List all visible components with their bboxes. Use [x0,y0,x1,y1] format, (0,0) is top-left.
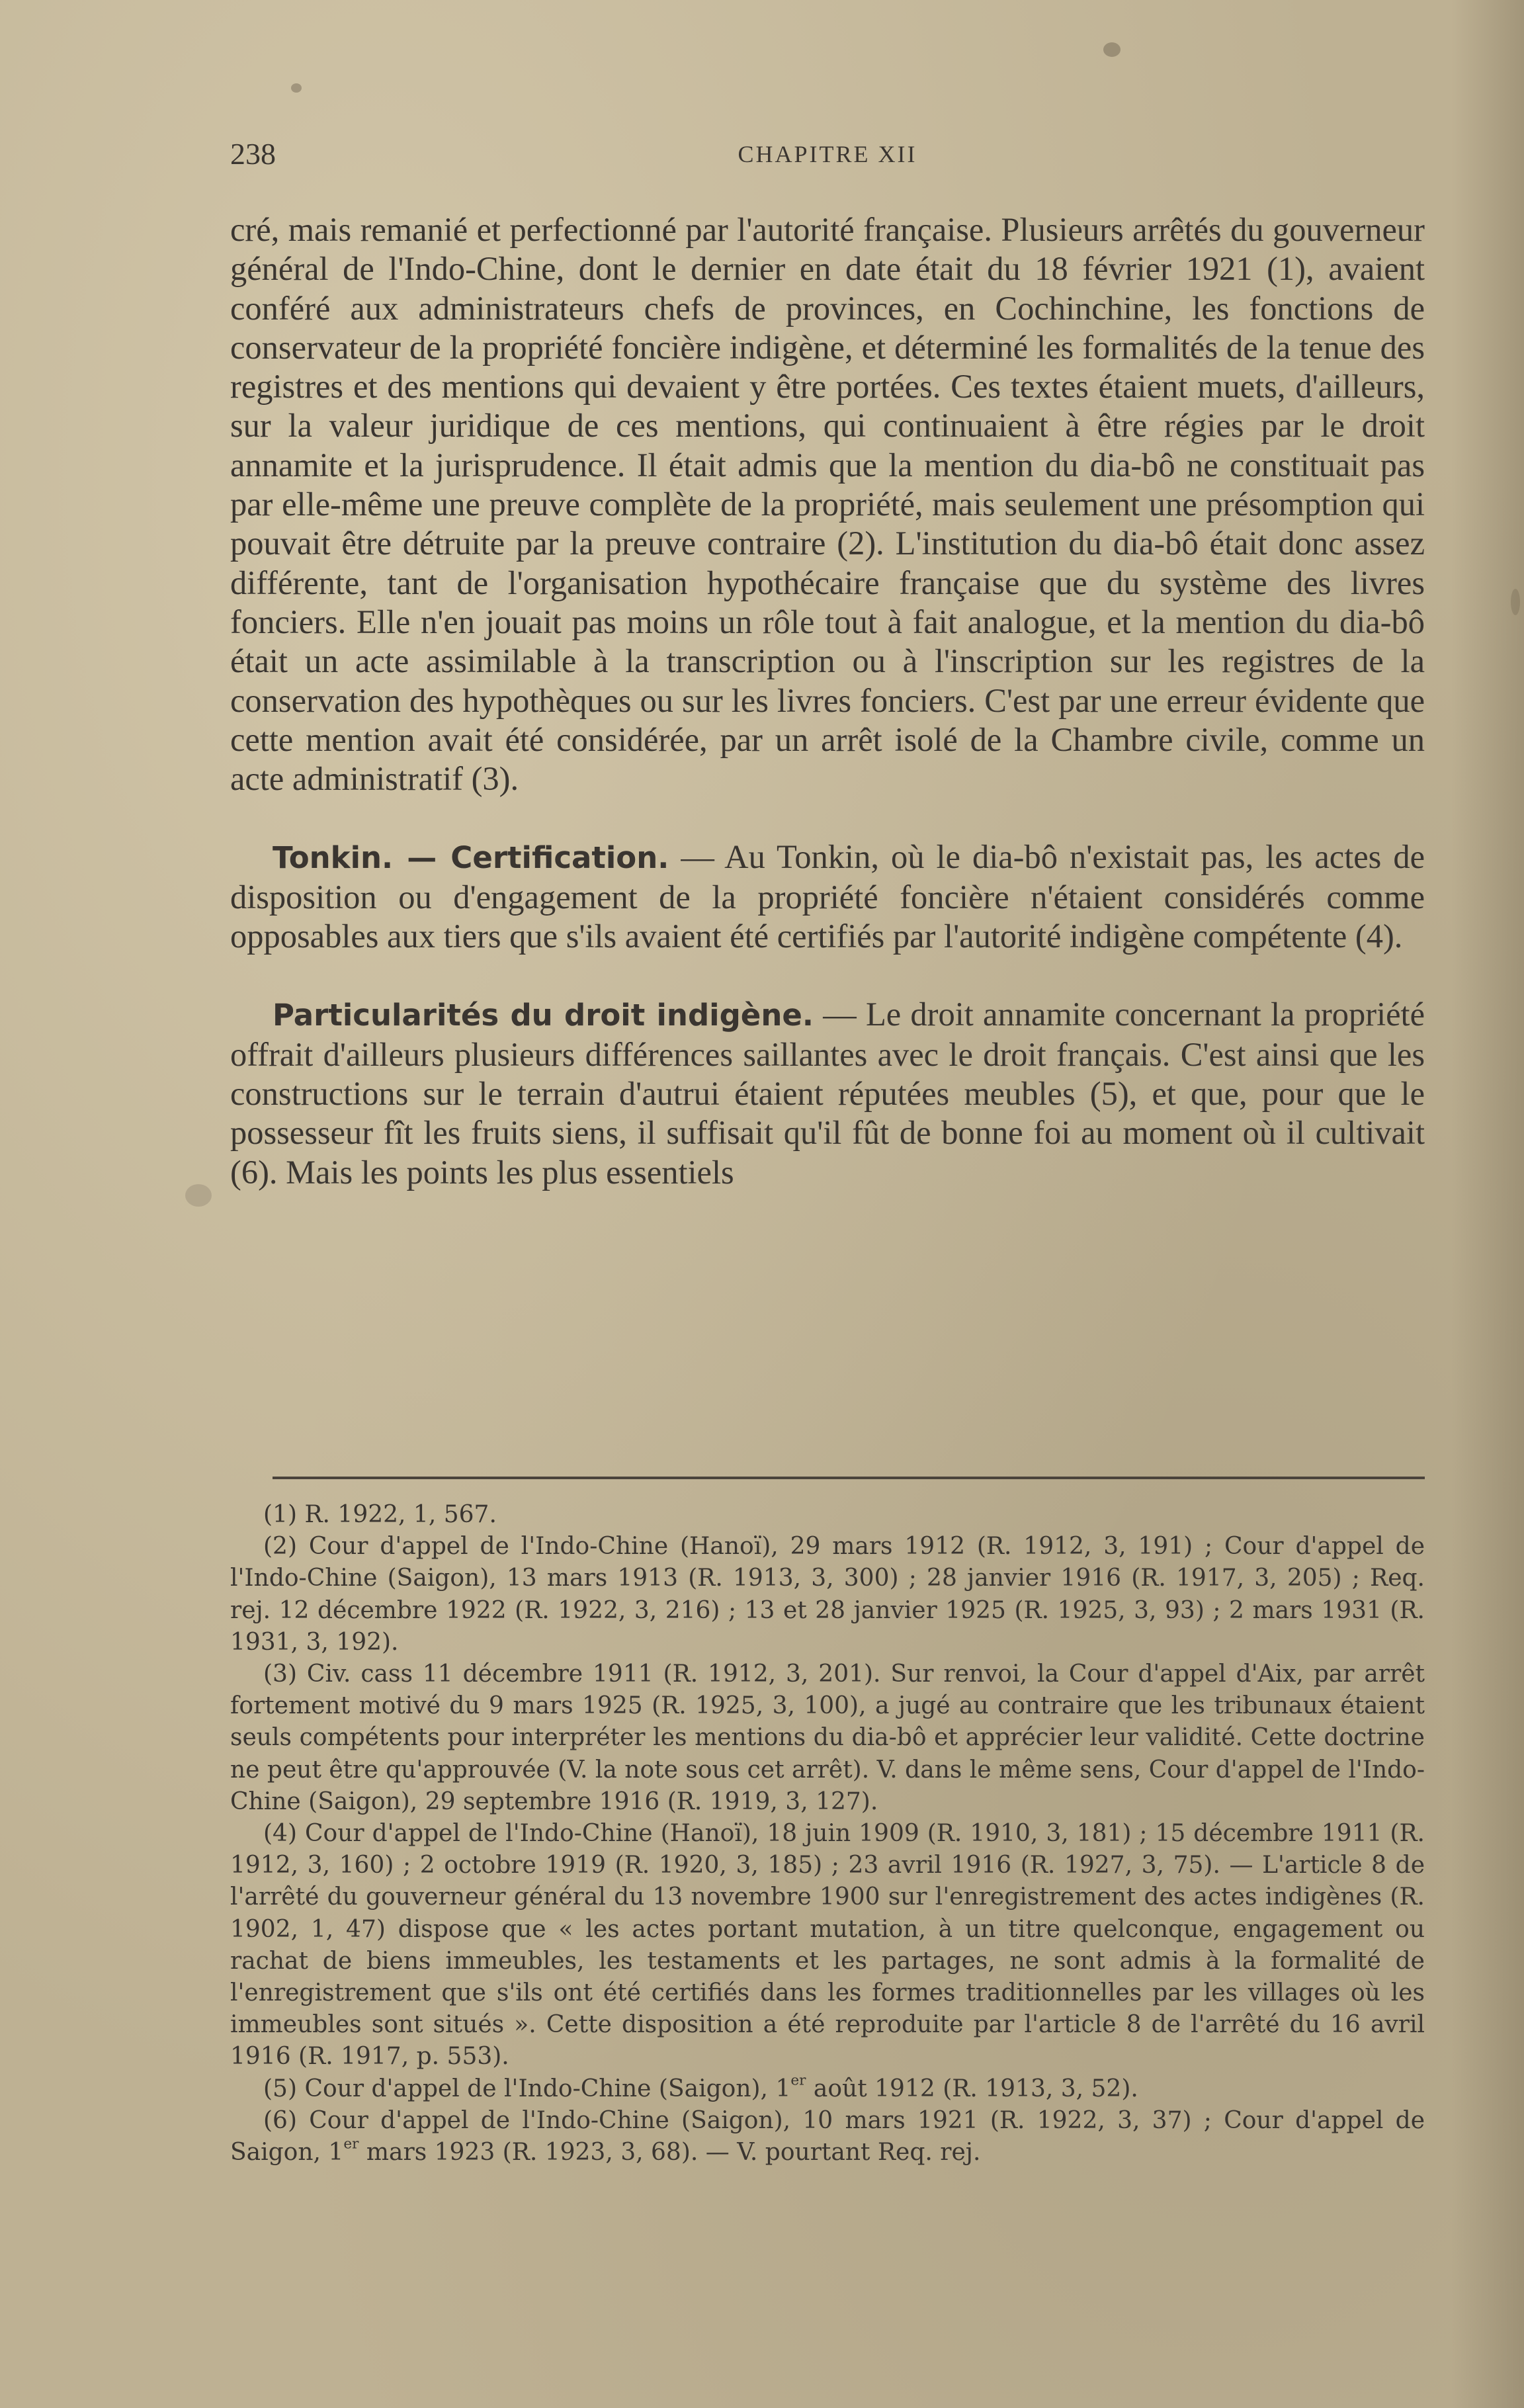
page-edge-shadow [1451,0,1524,2408]
footnote-text: août 1912 (R. 1913, 3, 52). [806,2075,1138,2102]
footnote-text: mars 1923 (R. 1923, 3, 68). — V. pourtant Req. rej. [359,2139,981,2167]
paragraph-text: — Au Tonkin, où le dia-bô n'existait pas, les actes de disposition ou d'engagement de la propriété foncière n'étaient considérés comme opposables aux tiers que s'ils avaient été certifiés par l'autorité indigène compétente (4). [230,838,1425,955]
footnote-text: (5) Cour d'appel de l'Indo-Chine (Saigon), 1 [263,2075,791,2102]
superscript: er [790,2072,806,2089]
paper-speck [1103,42,1121,57]
footnote: (1) R. 1922, 1, 567. [263,1501,497,1528]
superscript: er [343,2135,359,2153]
footnote-text: (6) Cour d'appel de l'Indo-Chine (Saigon), 10 mars 1921 (R. 1922, 3, 37) ; Cour d'appel de Saigon, 1 [230,2106,1425,2167]
footnote: (4) Cour d'appel de l'Indo-Chine (Hanoï), 18 juin 1909 (R. 1910, 3, 181) ; 15 décembre 1911 (R. 1912, 3, 160) ; 2 octobre 1919 (R. 1920, 3, 185) ; 23 avril 1916 (R. 1927, 3, 75). — L'article 8 de l'arrêté du gouverneur général du 13 novembre 1900 sur l'enregistrement des actes indigènes (R. 1902, 1, 47) dispose que « les actes portant mutation, à un titre quelconque, engagement ou rachat de biens immeubles, les testaments et les partages, ne sont admis à la formalité de l'enregistrement que s'ils ont été certifiés dans les formes traditionnelles par les villages où les immeubles sont situés ». Cette disposition a été reproduite par l'article 8 de l'arrêté du 16 avril 1916 (R. 1917, p. 553). [230,1820,1425,2071]
footnote: (3) Civ. cass 11 décembre 1911 (R. 1912, 3, 201). Sur renvoi, la Cour d'appel d'Aix, par arrêt fortement motivé du 9 mars 1925 (R. 1925, 3, 100), a jugé au contraire que les tribunaux étaient seuls compétents pour interpréter les mentions du dia-bô et apprécier leur validité. Cette doctrine ne peut être qu'approuvée (V. la note sous cet arrêt). V. dans le même sens, Cour d'appel de l'Indo-Chine (Saigon), 29 septembre 1916 (R. 1919, 3, 127). [230,1660,1425,1815]
page-header [230,136,1425,176]
paper-speck [1511,589,1520,615]
footnotes [230,1499,1425,2169]
section-heading: Tonkin. — Certification. [273,840,669,876]
main-text [230,210,1425,1192]
page-number: 238 [230,137,276,171]
footnote-divider [273,1477,1425,1479]
running-head: CHAPITRE XII [738,141,917,167]
footnote [230,2073,1425,2105]
paragraph-text: — Le droit annamite concernant la propriété offrait d'ailleurs plusieurs différences saillantes avec le droit français. C'est ainsi que les constructions sur le terrain d'autrui étaient réputées meubles (5), et que, pour que le possesseur fît les fruits siens, il suffisait qu'il fût de bonne foi au moment où il cultivait (6). Mais les points les plus essentiels [230,996,1425,1191]
paragraph [230,995,1425,1191]
paper-speck [291,83,302,93]
paragraph: cré, mais remanié et perfectionné par l'autorité française. Plusieurs arrêtés du gouverneur général de l'Indo-Chine, dont le dernier en date était du 18 février 1921 (1), avaient conféré aux administrateurs chefs de provinces, en Cochinchine, les fonctions de conservateur de la propriété foncière indigène, et déterminé les formalités de la tenue des registres et des mentions qui devaient y être portées. Ces textes étaient muets, d'ailleurs, sur la valeur juridique de ces mentions, qui continuaient à être régies par le droit annamite et la jurisprudence. Il était admis que la mention du dia-bô ne constituait pas par elle-même une preuve complète de la propriété, mais seulement une présomption qui pouvait être détruite par la preuve contraire (2). L'institution du dia-bô était donc assez différente, tant de l'organisation hypothécaire française que du système des livres fonciers. Elle n'en jouait pas moins un rôle tout à fait analogue, et la mention du dia-bô était un acte assimilable à la transcription ou à l'inscription sur les registres de la conservation des hypothèques ou sur les livres fonciers. C'est par une erreur évidente que cette mention avait été considérée, par un arrêt isolé de la Chambre civile, comme un acte administratif (3). [230,211,1425,798]
footnote: (2) Cour d'appel de l'Indo-Chine (Hanoï), 29 mars 1912 (R. 1912, 3, 191) ; Cour d'appel de l'Indo-Chine (Saigon), 13 mars 1913 (R. 1913, 3, 300) ; 28 janvier 1916 (R. 1917, 3, 205) ; Req. rej. 12 décembre 1922 (R. 1922, 3, 216) ; 13 et 28 janvier 1925 (R. 1925, 3, 93) ; 2 mars 1931 (R. 1931, 3, 192). [230,1533,1425,1656]
footnote [230,2105,1425,2169]
paragraph [230,838,1425,956]
paper-speck [185,1184,212,1207]
section-heading: Particularités du droit indigène. [273,998,814,1033]
